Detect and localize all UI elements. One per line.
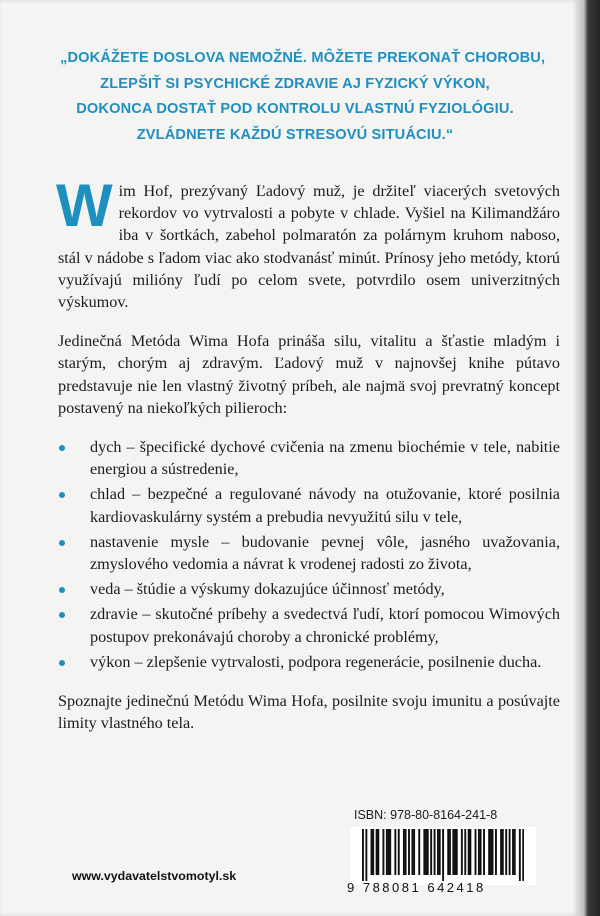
barcode-bar xyxy=(502,829,504,875)
list-item xyxy=(58,483,560,527)
bullet-icon xyxy=(59,445,65,451)
barcode-bar xyxy=(371,829,373,875)
barcode-bar xyxy=(509,829,511,875)
bullet-icon xyxy=(59,587,65,593)
barcode-bar xyxy=(386,829,388,875)
barcode-bar xyxy=(461,829,463,875)
barcode-bar xyxy=(372,829,374,875)
list-item xyxy=(58,578,560,600)
barcode-bar xyxy=(365,829,367,881)
barcode-bar xyxy=(452,829,454,875)
barcode-bar xyxy=(430,829,432,875)
barcode-bar xyxy=(454,829,456,875)
barcode-bar xyxy=(389,829,391,875)
pull-quote xyxy=(60,46,546,148)
bullet-icon xyxy=(59,540,65,546)
barcode-bar xyxy=(522,829,524,881)
list-item xyxy=(58,436,560,480)
barcode-bar xyxy=(512,829,514,875)
barcode-bar xyxy=(362,829,364,881)
barcode-bar xyxy=(464,829,466,875)
list-item xyxy=(58,651,560,673)
barcode-bar xyxy=(382,829,384,875)
barcode-bar xyxy=(492,829,494,875)
list-item-text: výkon – zlepšenie vytrvalosti, podpora regenerácie, posilnenie ducha. xyxy=(90,652,542,671)
barcode-bar xyxy=(425,829,427,875)
list-item-text: chlad – bezpečné a regulované návody na otužovanie, ktoré posilnia kardiovaskulárny systém a prebudia nevyužitú silu v tele, xyxy=(90,485,560,526)
barcode-bar xyxy=(483,829,485,875)
barcode-bar xyxy=(398,829,400,875)
bullet-icon xyxy=(59,492,65,498)
quote-line: „DOKÁŽETE DOSLOVA NEMOŽNÉ. MÔŽETE PREKONAŤ CHOROBU, xyxy=(60,50,546,66)
intro-paragraph xyxy=(56,172,560,313)
barcode-bar xyxy=(411,829,413,875)
list-item-text: nastavenie mysle – budovanie pevnej vôle, jasného uvažovania, zmyslového vedomia a návrat k vrodenej radosti zo života, xyxy=(90,532,560,574)
barcode-bar xyxy=(519,829,521,881)
list-item xyxy=(58,531,560,575)
barcode-bar xyxy=(437,829,439,875)
barcode-bar xyxy=(505,829,507,875)
bullet-icon xyxy=(59,612,65,618)
closing-paragraph: Spoznajte jedinečnú Metódu Wima Hofa, posilnite svoju imunitu a posúvajte limity vlastného tela. xyxy=(58,692,560,733)
barcode-bar xyxy=(418,829,420,875)
list-item-text: veda – štúdie a výskumy dokazujúce účinnosť metódy, xyxy=(90,580,445,599)
barcode-bar xyxy=(475,829,477,875)
barcode-bar xyxy=(434,829,436,875)
quote-line: DOKONCA DOSTAŤ POD KONTROLU VLASTNÚ FYZIOLÓGIU. xyxy=(76,101,514,117)
barcode-bar xyxy=(413,829,415,875)
barcode-bar xyxy=(408,829,410,875)
barcode-bar xyxy=(423,829,425,875)
barcode-bar xyxy=(488,829,490,875)
barcode-bar xyxy=(468,829,470,875)
barcode-bar xyxy=(514,829,516,875)
barcode-bar xyxy=(388,829,390,875)
quote-line: ZVLÁDNETE KAŽDÚ STRESOVÚ SITUÁCIU.“ xyxy=(136,126,454,143)
barcode-bar xyxy=(405,829,407,875)
barcode-bar xyxy=(447,829,449,875)
barcode-bar xyxy=(442,829,444,881)
list-item-text: dych – špecifické dychové cvičenia na zmenu biochémie v tele, nabitie energiou a sústredenie, xyxy=(90,438,560,479)
barcode-bar xyxy=(439,829,441,875)
barcode-bar xyxy=(480,829,482,875)
publisher-website: www.vydavatelstvomotyl.sk xyxy=(72,869,237,883)
pillars-list xyxy=(58,436,560,673)
barcode-bar xyxy=(377,829,379,875)
isbn-label: ISBN: 978-80-8164-241-8 xyxy=(354,808,498,822)
barcode-icon xyxy=(362,829,524,881)
barcode-bar xyxy=(394,829,396,875)
barcode-bar xyxy=(449,829,451,875)
barcode-bar xyxy=(495,829,497,875)
barcode xyxy=(350,827,536,885)
intro-text: im Hof, prezývaný Ľadový muž, je držiteľ viacerých svetových rekordov vo vytrvalosti a pobyte v chlade. Vyšiel na Kilimandžáro iba v šortkách, zabehol polmaratón za polárnym kruhom naboso, stál v nádobe s ľadom viac ako stodvanásť minút. Prínosy jeho metódy, ktorú využívajú milióny ľudí po celom svete, potvrdilo osem univerzitných výskumov. xyxy=(58,182,560,312)
barcode-bar xyxy=(469,829,471,875)
dropcap-letter: W xyxy=(56,172,113,239)
barcode-bar xyxy=(376,829,378,875)
barcode-bar xyxy=(490,829,492,875)
barcode-bar xyxy=(478,829,480,875)
barcode-number: 9 788081 642418 xyxy=(347,880,486,895)
barcode-bar xyxy=(500,829,502,875)
barcode-bar xyxy=(403,829,405,875)
book-edge xyxy=(578,0,600,916)
second-paragraph: Jedinečná Metóda Wima Hofa prináša silu, vitalitu a šťastie mladým i starým, chorým aj zdravým. Ľadový muž v najnovšej knihe pútavo predstavuje nie len vlastný životný príbeh, ale najmä svoj prevratný koncept postavený na niekoľkých pilieroch: xyxy=(58,332,560,417)
list-item-text: zdravie – skutočné príbehy a svedectvá ľudí, ktorí pomocou Wimových postupov prekonávajú choroby a chronické problémy, xyxy=(90,605,560,646)
quote-line: ZLEPŠIŤ SI PSYCHICKÉ ZDRAVIE AJ FYZICKÝ VÝKON, xyxy=(100,75,490,92)
barcode-bar xyxy=(456,829,458,875)
blurb xyxy=(56,172,560,751)
list-item xyxy=(58,603,560,647)
barcode-bar xyxy=(427,829,429,875)
bullet-icon xyxy=(59,660,65,666)
